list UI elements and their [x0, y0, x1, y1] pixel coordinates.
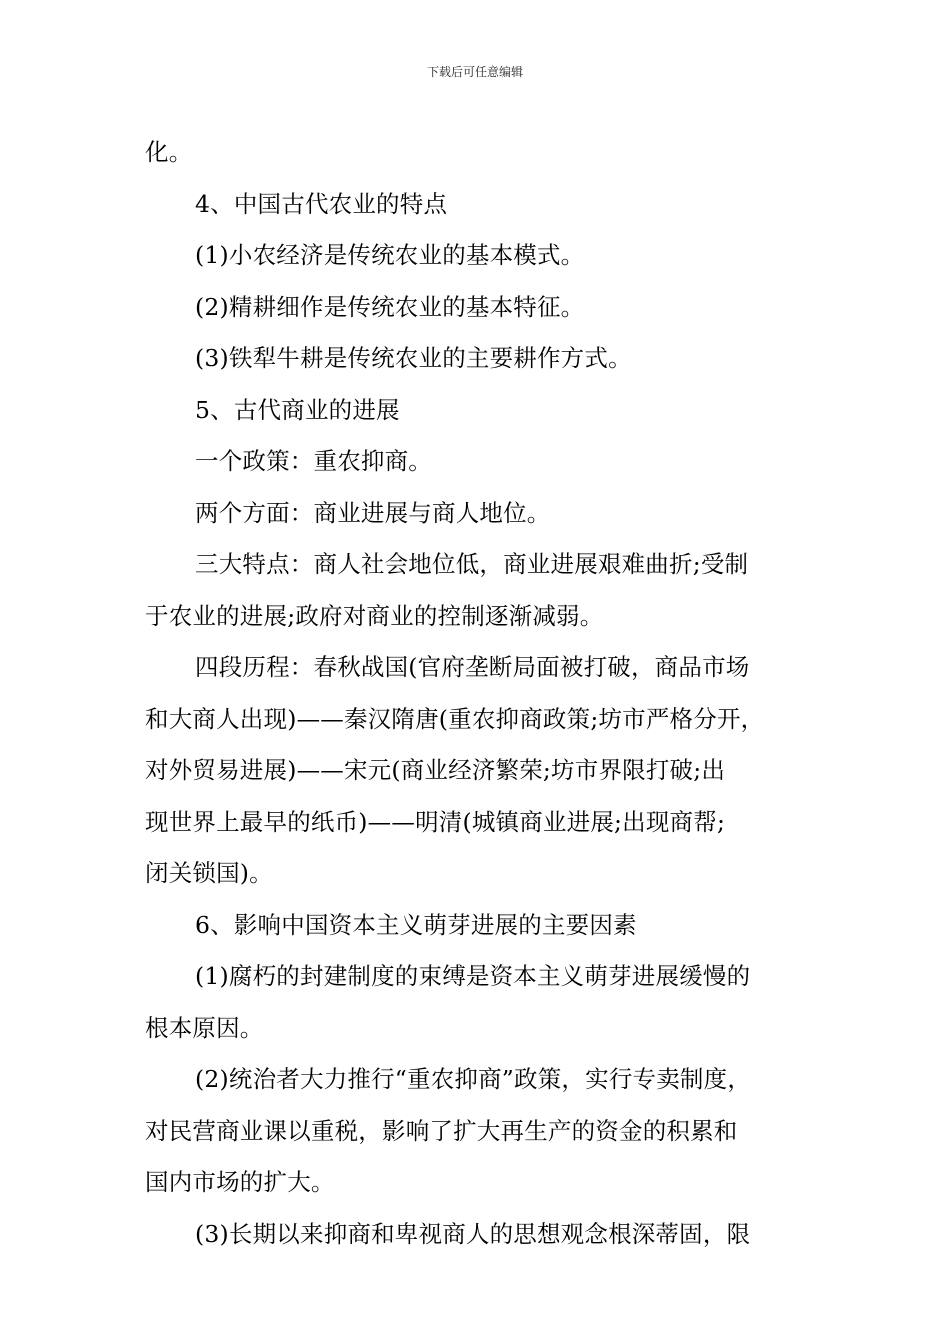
text-line: 于农业的进展;政府对商业的控制逐渐减弱。: [145, 601, 604, 630]
section-heading: 6、影响中国资本主义萌芽进展的主要因素: [195, 910, 637, 939]
text-line: 现世界上最早的纸币)——明清(城镇商业进展;出现商帮;: [145, 807, 726, 836]
document-body: [145, 127, 835, 1260]
text-line: (2)精耕细作是传统农业的基本特征。: [195, 292, 585, 321]
text-line: (1)腐朽的封建制度的束缚是资本主义萌芽进展缓慢的: [195, 962, 751, 990]
text-line: 根本原因。: [145, 1013, 264, 1042]
text-line: 一个政策：重农抑商。: [195, 447, 432, 475]
text-line: 对外贸易进展)——宋元(商业经济繁荣;坊市界限打破;出: [145, 756, 726, 784]
text-line: 化。: [145, 138, 193, 166]
text-line: 三大特点：商人社会地位低，商业进展艰难曲折;受制: [195, 550, 749, 578]
text-line: (1)小农经济是传统农业的基本模式。: [195, 241, 585, 269]
text-line: (2)统治者大力推行“重农抑商”政策，实行专卖制度，: [195, 1065, 752, 1093]
text-line: (3)铁犁牛耕是传统农业的主要耕作方式。: [195, 344, 632, 372]
text-line: 闭关锁国)。: [145, 859, 273, 887]
text-line: 两个方面：商业进展与商人地位。: [195, 498, 551, 527]
text-line: (3)长期以来抑商和卑视商人的思想观念根深蒂固，限: [195, 1219, 751, 1248]
text-line: 国内市场的扩大。: [145, 1168, 335, 1196]
text-line: 和大商人出现)——秦汉隋唐(重农抑商政策;坊市严格分开，: [145, 704, 765, 733]
text-line: 四段历程：春秋战国(官府垄断局面被打破，商品市场: [195, 653, 750, 681]
section-heading: 4、中国古代农业的特点: [195, 189, 448, 218]
text-line: 对民营商业课以重税，影响了扩大再生产的资金的积累和: [145, 1116, 738, 1145]
section-heading: 5、古代商业的进展: [195, 395, 400, 424]
page-header: 下载后可任意编辑: [426, 65, 523, 79]
